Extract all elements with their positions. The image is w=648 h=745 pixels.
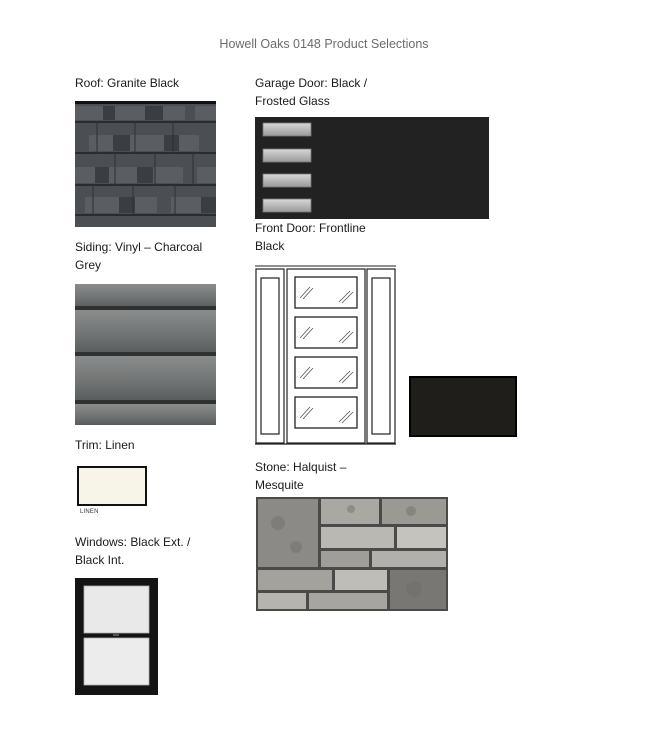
front-door-label-line2: Black <box>255 239 285 253</box>
garage-door-label-line2: Frosted Glass <box>255 94 330 108</box>
front-door-label-line1: Front Door: Frontline <box>255 221 366 235</box>
stone-swatch-image <box>256 497 448 611</box>
roof-label: Roof: Granite Black <box>75 76 180 90</box>
front-door-color-swatch <box>409 376 517 437</box>
siding-label-line1: Siding: Vinyl – Charcoal <box>75 240 203 254</box>
siding-label-line2: Grey <box>75 258 102 272</box>
garage-door-image <box>255 117 489 219</box>
front-door-label <box>255 219 366 255</box>
garage-door-label <box>255 74 367 110</box>
stone-label-line1: Stone: Halquist – <box>255 460 347 474</box>
windows-label-line2: Black Int. <box>75 553 125 567</box>
page-title: Howell Oaks 0148 Product Selections <box>219 37 429 51</box>
trim-swatch-caption: LINEN <box>80 509 99 515</box>
siding-label <box>75 238 202 274</box>
stone-label <box>255 458 346 494</box>
stone-label-line2: Mesquite <box>255 478 304 492</box>
windows-label <box>75 533 190 569</box>
windows-label-line1: Windows: Black Ext. / <box>75 535 191 549</box>
window-image <box>75 578 158 695</box>
roof-swatch-image <box>75 101 216 227</box>
garage-door-label-line1: Garage Door: Black / <box>255 76 368 90</box>
front-door-drawing <box>255 265 396 446</box>
trim-label: Trim: Linen <box>75 438 135 452</box>
siding-swatch-image <box>75 284 216 425</box>
trim-color-swatch <box>77 466 147 506</box>
